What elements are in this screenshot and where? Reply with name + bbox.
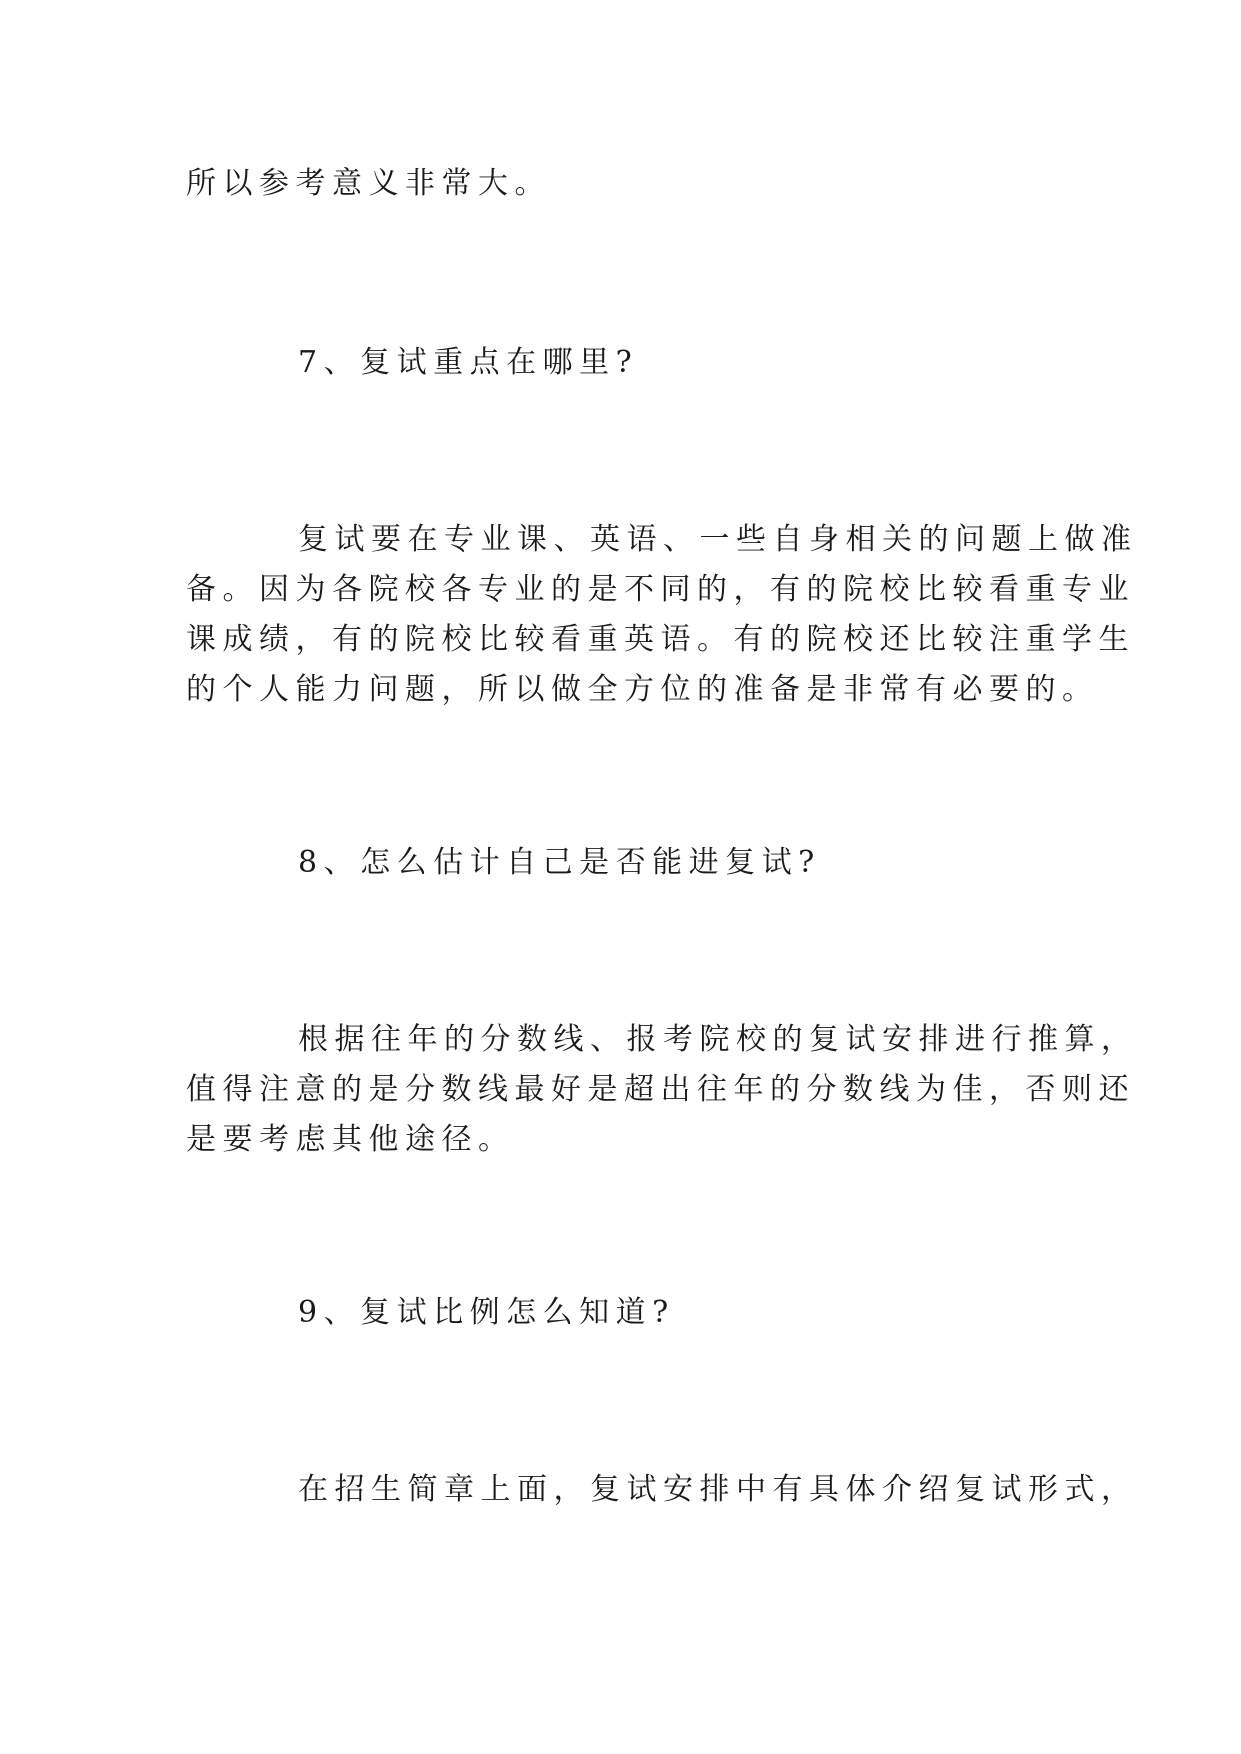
- paragraph-line: 在招生简章上面，复试安排中有具体介绍复试形式，: [298, 1472, 1138, 1507]
- paragraph-line: 复试要在专业课、英语、一些自身相关的问题上做准: [298, 522, 1138, 557]
- question-heading-9: 9、复试比例怎么知道?: [298, 1295, 675, 1330]
- question-heading-7: 7、复试重点在哪里?: [298, 345, 639, 380]
- paragraph-line: 课成绩，有的院校比较看重英语。有的院校还比较注重学生: [186, 622, 1135, 657]
- question-heading-8: 8、怎么估计自己是否能进复试?: [298, 845, 821, 880]
- paragraph-line: 的个人能力问题，所以做全方位的准备是非常有必要的。: [186, 672, 1099, 707]
- paragraph-line: 备。因为各院校各专业的是不同的，有的院校比较看重专业: [186, 572, 1135, 607]
- paragraph-line: 值得注意的是分数线最好是超出往年的分数线为佳，否则还: [186, 1072, 1135, 1107]
- paragraph-line: 是要考虑其他途径。: [186, 1122, 515, 1157]
- paragraph-line: 根据往年的分数线、报考院校的复试安排进行推算，: [298, 1022, 1138, 1057]
- paragraph-line: 所以参考意义非常大。: [186, 166, 551, 201]
